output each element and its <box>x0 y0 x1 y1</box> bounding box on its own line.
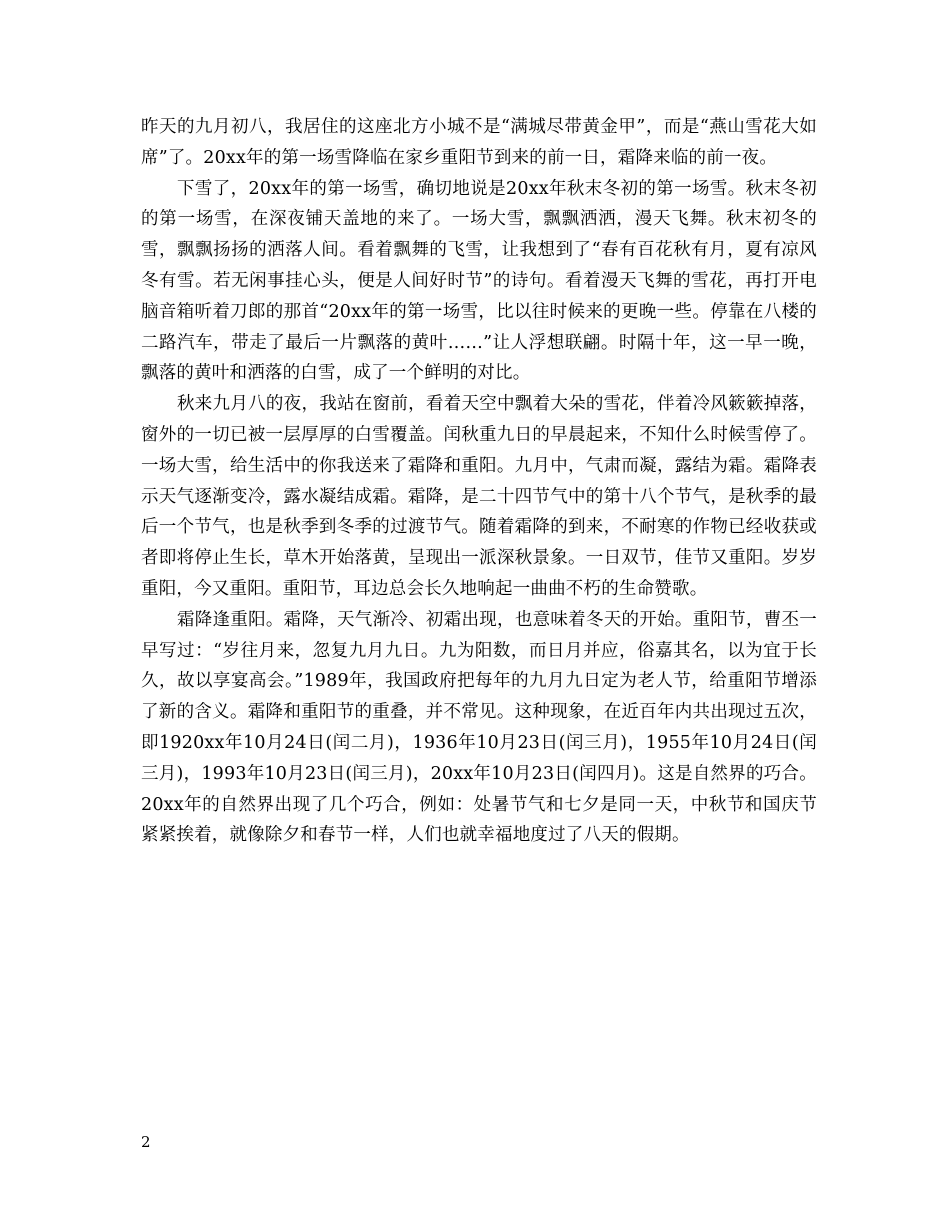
document-body <box>141 112 817 851</box>
paragraph-4: 霜降逢重阳。霜降，天气渐冷、初霜出现，也意味着冬天的开始。重阳节，曹丕一早写过：“岁往月来，忽复九月九日。九为阳数，而日月并应，俗嘉其名，以为宜于长久，故以享宴高会。”1989年，我国政府把每年的九月九日定为老人节，给重阳节增添了新的含义。霜降和重阳节的重叠，并不常见。这种现象，在近百年内共出现过五次，即1920xx年10月24日(闰二月)，1936年10月23日(闰三月)，1955年10月24日(闰三月)，1993年10月23日(闰三月)，20xx年10月23日(闰四月)。这是自然界的巧合。20xx年的自然界出现了几个巧合，例如：处暑节气和七夕是同一天，中秋节和国庆节紧紧挨着，就像除夕和春节一样，人们也就幸福地度过了八天的假期。 <box>141 609 817 846</box>
paragraph-2: 下雪了，20xx年的第一场雪，确切地说是20xx年秋末冬初的第一场雪。秋末冬初的第一场雪，在深夜铺天盖地的来了。一场大雪，飘飘洒洒，漫天飞舞。秋末初冬的雪，飘飘扬扬的洒落人间。看着飘舞的飞雪，让我想到了“春有百花秋有月，夏有凉风冬有雪。若无闲事挂心头，便是人间好时节”的诗句。看着漫天飞舞的雪花，再打开电脑音箱听着刀郎的那首“20xx年的第一场雪，比以往时候来的更晚一些。停靠在八楼的二路汽车，带走了最后一片飘落的黄叶……”让人浮想联翩。时隔十年，这一早一晚，飘落的黄叶和洒落的白雪，成了一个鲜明的对比。 <box>141 178 817 384</box>
paragraph-1: 昨天的九月初八，我居住的这座北方小城不是“满城尽带黄金甲”，而是“燕山雪花大如席”了。20xx年的第一场雪降临在家乡重阳节到来的前一日，霜降来临的前一夜。 <box>141 117 817 168</box>
page-number: 2 <box>141 1133 151 1151</box>
paragraph-3: 秋来九月八的夜，我站在窗前，看着天空中飘着大朵的雪花，伴着冷风簌簌掉落，窗外的一切已被一层厚厚的白雪覆盖。闰秋重九日的早晨起来，不知什么时候雪停了。一场大雪，给生活中的你我送来了霜降和重阳。九月中，气肃而凝，露结为霜。霜降表示天气逐渐变冷，露水凝结成霜。霜降，是二十四节气中的第十八个节气，是秋季的最后一个节气，也是秋季到冬季的过渡节气。随着霜降的到来，不耐寒的作物已经收获或者即将停止生长，草木开始落黄，呈现出一派深秋景象。一日双节，佳节又重阳。岁岁重阳，今又重阳。重阳节，耳边总会长久地响起一曲曲不朽的生命赞歌。 <box>141 394 817 599</box>
